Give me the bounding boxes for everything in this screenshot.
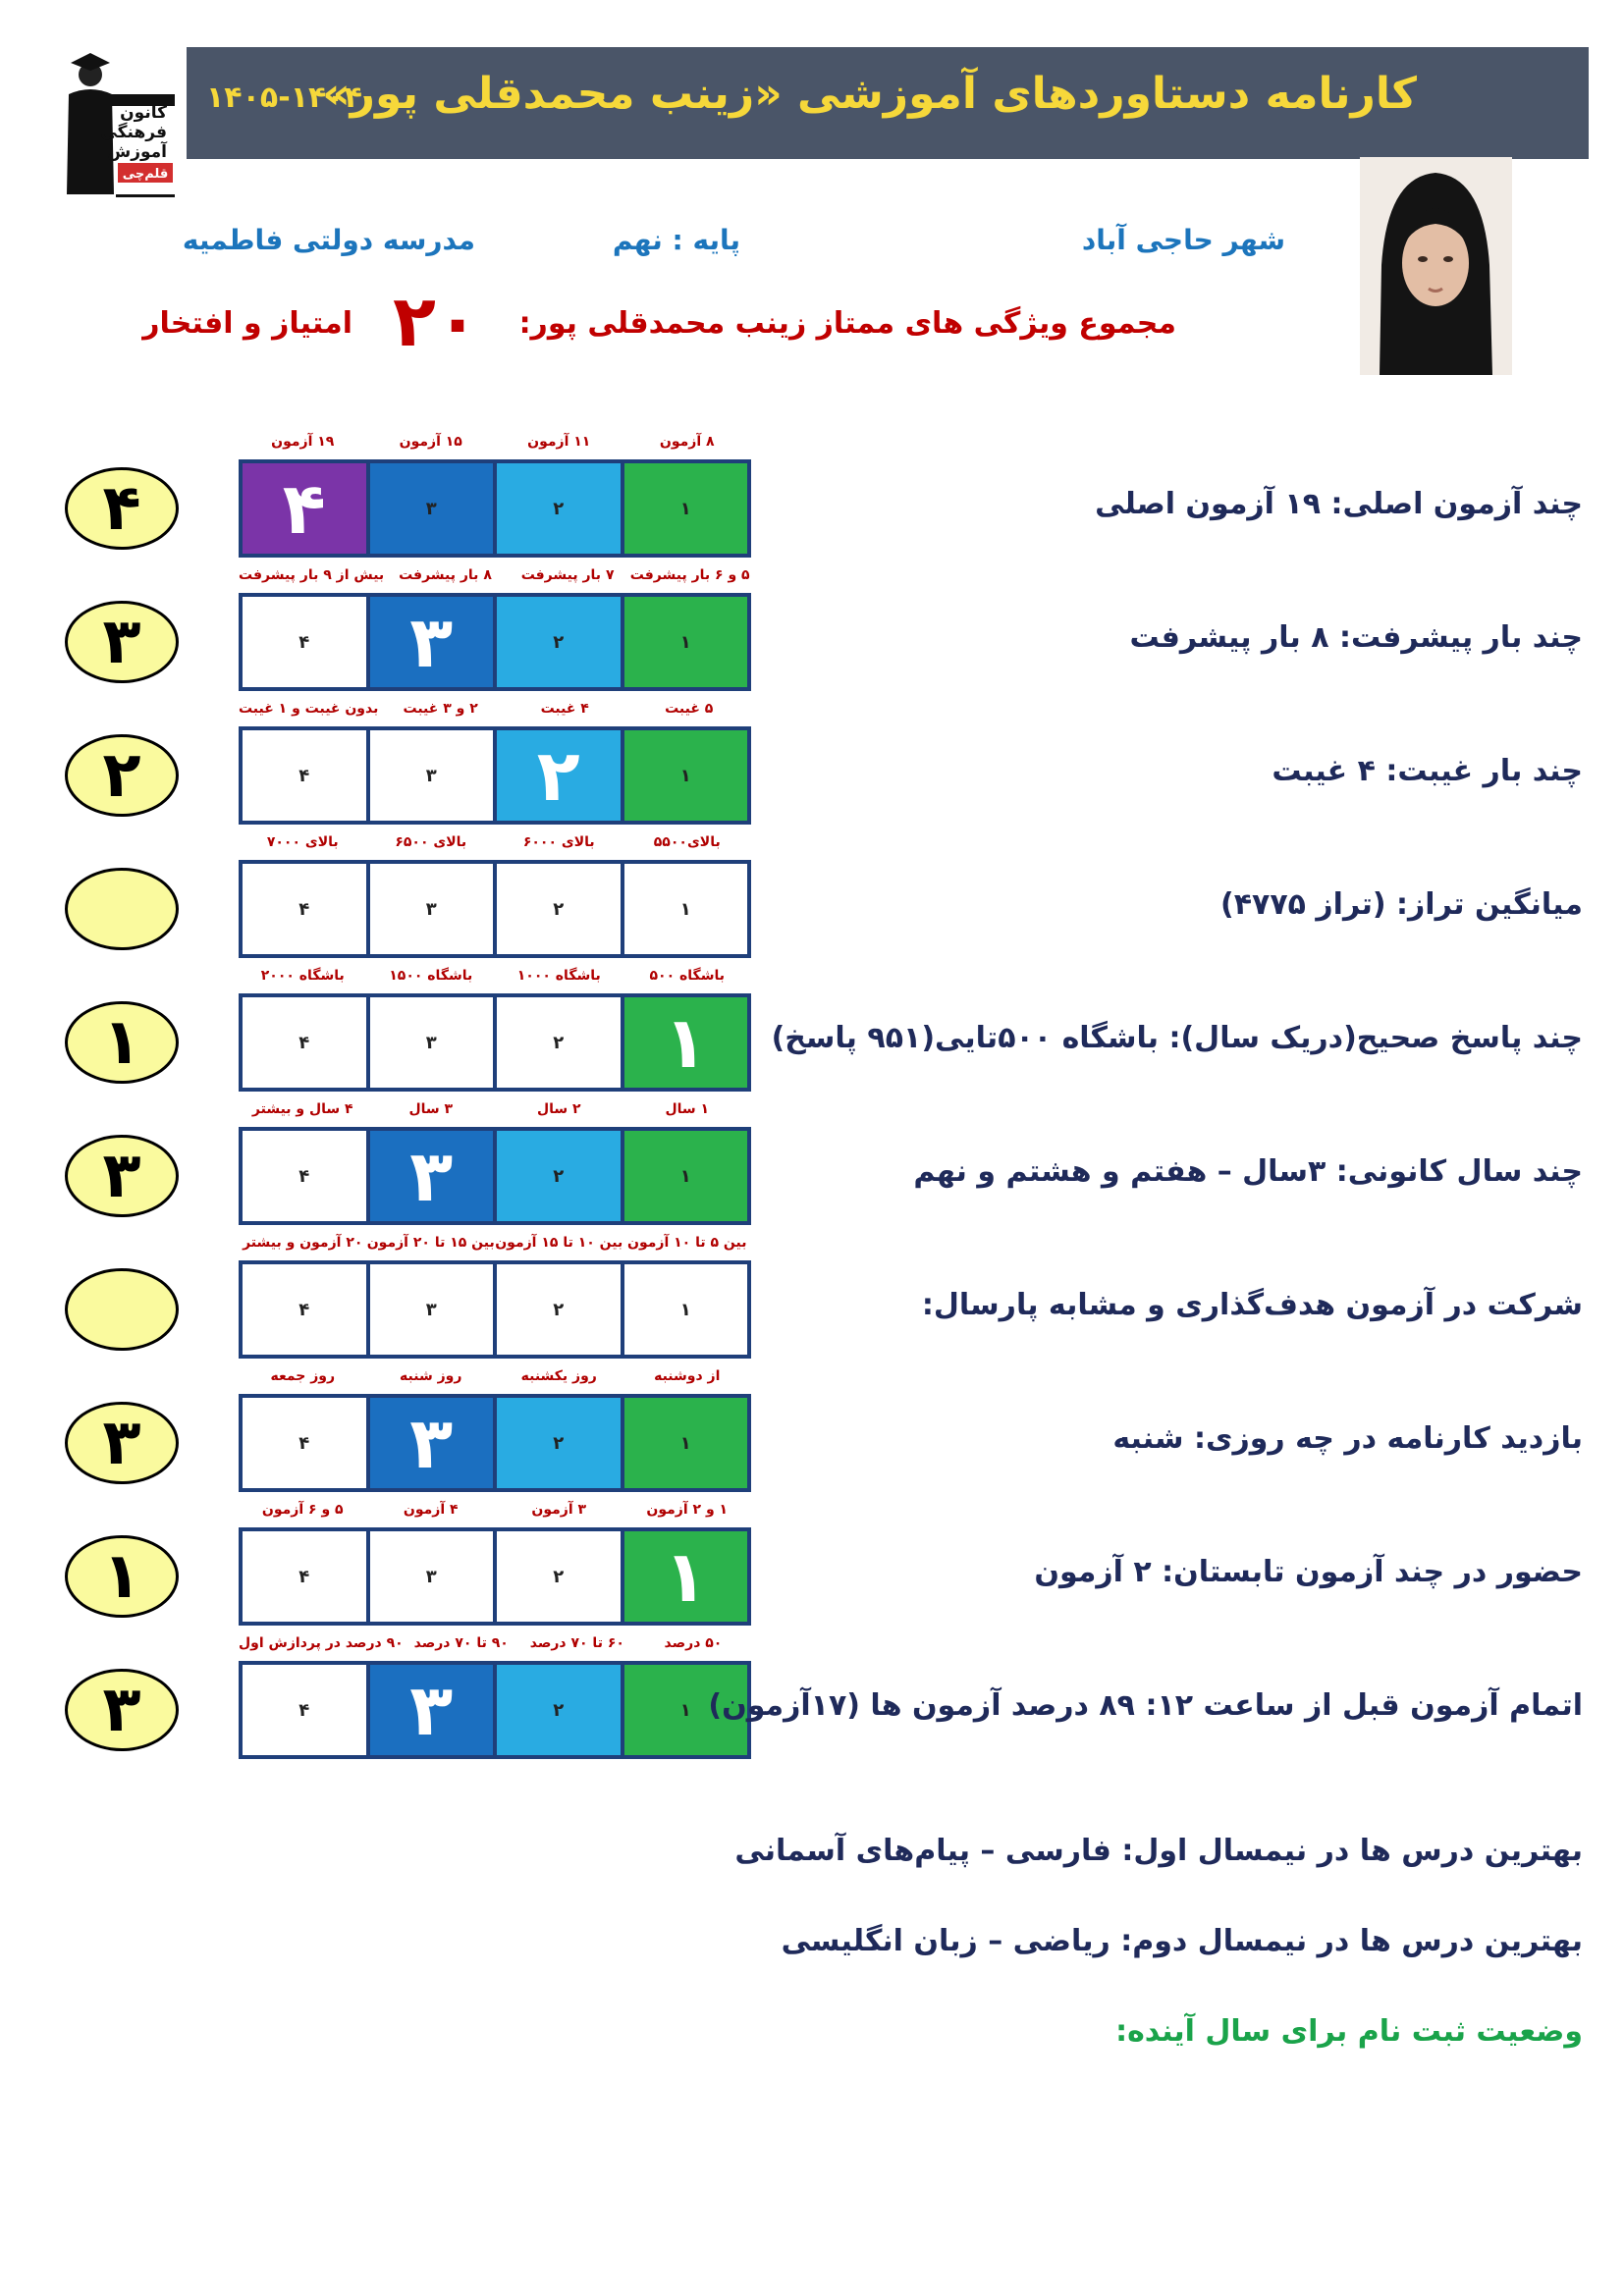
row-score-badge: ۳: [65, 1402, 179, 1484]
level-caption: ۵ و ۶ بار پیشرفت: [629, 567, 750, 583]
level-grid: [239, 593, 751, 691]
level-caption: بیش از ۹ بار پیشرفت: [239, 567, 385, 583]
row-captions: [239, 1635, 751, 1657]
level-caption: بین ۵ تا ۱۰ آزمون: [627, 1235, 747, 1251]
row-captions: [239, 1368, 751, 1390]
level-cell: ۱: [624, 864, 748, 954]
best-subjects-first-term: بهترین درس ها در نیمسال اول: فارسی – پیام‌های آسمانی: [734, 1834, 1583, 1868]
level-grid: [239, 1394, 751, 1492]
row-score-badge: ۱: [65, 1001, 179, 1084]
level-cell: ۳: [370, 730, 494, 821]
level-caption: بالای ۷۰۰۰: [266, 834, 339, 850]
level-grid: [239, 1661, 751, 1759]
level-cell: ۴: [243, 997, 366, 1088]
row-captions: [239, 834, 751, 856]
level-caption: ۹۰ درصد در پردازش اول: [239, 1635, 404, 1651]
criterion-label: بازدید کارنامه در چه روزی: شنبه: [1112, 1421, 1583, 1456]
row-captions: [239, 968, 751, 989]
row-captions: [239, 701, 751, 722]
row-captions: [239, 567, 751, 589]
row-captions: [239, 1502, 751, 1523]
grade-label: پایه : نهم: [612, 224, 740, 256]
criterion-label: چند آزمون اصلی: ۱۹ آزمون اصلی: [1095, 487, 1583, 521]
level-cell: ۲: [497, 1264, 621, 1355]
row-score-badge: ۳: [65, 1135, 179, 1217]
level-cell: ۲: [497, 864, 621, 954]
level-cell: ۱: [624, 1131, 748, 1221]
level-cell: ۴: [243, 1398, 366, 1488]
level-cell: ۱: [624, 1264, 748, 1355]
level-caption: ۴ غیبت: [540, 701, 589, 717]
score-suffix: امتیاز و افتخار: [142, 306, 352, 341]
level-cell: ۳: [370, 463, 494, 554]
level-cell: ۴: [243, 1264, 366, 1355]
level-caption: ۹۰ تا ۷۰ درصد: [413, 1635, 509, 1651]
level-cell: ۴: [243, 1531, 366, 1622]
level-cell: ۳: [370, 597, 494, 687]
level-cell: ۳: [370, 1398, 494, 1488]
level-caption: ۸ آزمون: [659, 434, 715, 450]
best-subjects-second-term: بهترین درس ها در نیمسال دوم: ریاضی – زبان انگلیسی: [781, 1924, 1583, 1958]
logo-line-4: قلم‌چی: [122, 167, 169, 182]
criterion-label: شرکت در آزمون هدف‌گذاری و مشابه پارسال:: [921, 1288, 1583, 1322]
criterion-label: اتمام آزمون قبل از ساعت ۱۲: ۸۹ درصد آزمون ها (۱۷آزمون): [708, 1688, 1583, 1723]
level-cell: ۳: [370, 1131, 494, 1221]
level-grid: [239, 459, 751, 558]
report-title: کارنامه دستاوردهای آموزشی «زینب محمدقلی پور»: [322, 69, 1417, 119]
academic-year: ۱۴۰۵-۱۴۰۴: [206, 80, 362, 115]
level-cell: ۲: [497, 997, 621, 1088]
level-grid: [239, 993, 751, 1092]
level-caption: ۱ و ۲ آزمون: [646, 1502, 729, 1518]
level-cell: ۳: [370, 864, 494, 954]
row-captions: [239, 434, 751, 455]
row-score-badge: ۴: [65, 467, 179, 550]
level-caption: روز شنبه: [400, 1368, 462, 1384]
level-cell: ۱: [624, 463, 748, 554]
level-cell: ۲: [497, 1531, 621, 1622]
row-score-badge: ۱: [65, 1535, 179, 1618]
level-caption: ۱۱ آزمون: [527, 434, 591, 450]
level-caption: باشگاه ۲۰۰۰: [260, 968, 345, 984]
level-grid: [239, 1527, 751, 1626]
level-cell: ۲: [497, 1665, 621, 1755]
school-label: مدرسه دولتی فاطمیه: [182, 224, 475, 256]
level-cell: ۱: [624, 597, 748, 687]
level-cell: ۴: [243, 730, 366, 821]
logo-line-3: آموزش: [107, 142, 167, 162]
level-caption: ۲۰ آزمون و بیشتر: [243, 1235, 363, 1251]
logo-line-1: کانون: [120, 103, 167, 123]
level-cell: ۲: [497, 1398, 621, 1488]
criterion-label: چند بار غیبت: ۴ غیبت: [1272, 754, 1583, 788]
logo-line-2: فرهنگی: [100, 123, 167, 142]
level-caption: ۳ آزمون: [531, 1502, 587, 1518]
header-bar: [187, 47, 1589, 159]
row-score-badge: [65, 1268, 179, 1351]
level-caption: بالای ۶۰۰۰: [522, 834, 595, 850]
level-caption: ۴ آزمون: [403, 1502, 459, 1518]
city-label: شهر حاجی آباد: [1081, 224, 1285, 256]
criterion-label: حضور در چند آزمون تابستان: ۲ آزمون: [1034, 1555, 1583, 1589]
level-cell: ۲: [497, 1131, 621, 1221]
level-cell: ۳: [370, 997, 494, 1088]
criterion-label: چند پاسخ صحیح(دریک سال): باشگاه ۵۰۰تایی(۹۵۱ پاسخ): [771, 1021, 1583, 1055]
kanoon-logo: [57, 47, 183, 199]
level-caption: روز یکشنبه: [520, 1368, 597, 1384]
summary-label: مجموع ویژگی های ممتاز زینب محمدقلی پور:: [518, 306, 1176, 341]
criterion-label: چند بار پیشرفت: ۸ بار پیشرفت: [1129, 620, 1583, 655]
criterion-label: میانگین تراز: (تراز ۴۷۷۵): [1219, 887, 1583, 922]
level-cell: ۲: [497, 463, 621, 554]
total-score: ۲۰: [393, 280, 479, 362]
level-caption: ۵ و ۶ آزمون: [261, 1502, 344, 1518]
level-caption: بدون غیبت و ۱ غیبت: [238, 701, 379, 717]
level-caption: ۵۰ درصد: [664, 1635, 723, 1651]
level-caption: بین ۱۰ تا ۱۵ آزمون: [495, 1235, 623, 1251]
level-caption: بالای۵۵۰۰: [653, 834, 721, 850]
level-caption: ۱۹ آزمون: [271, 434, 335, 450]
level-caption: ۴ سال و بیشتر: [251, 1101, 353, 1117]
level-grid: [239, 726, 751, 825]
level-cell: ۲: [497, 597, 621, 687]
level-cell: ۱: [624, 997, 748, 1088]
level-caption: ۵ غیبت: [665, 701, 714, 717]
level-cell: ۴: [243, 864, 366, 954]
level-grid: [239, 860, 751, 958]
level-cell: ۴: [243, 1665, 366, 1755]
level-cell: ۱: [624, 1665, 748, 1755]
level-caption: ۲ سال: [536, 1101, 581, 1117]
row-score-badge: ۳: [65, 1669, 179, 1751]
level-caption: روز جمعه: [270, 1368, 336, 1384]
level-cell: ۴: [243, 597, 366, 687]
registration-status: وضعیت ثبت نام برای سال آینده:: [1115, 2014, 1583, 2049]
level-cell: ۳: [370, 1665, 494, 1755]
level-caption: ۳ سال: [408, 1101, 454, 1117]
level-caption: ۸ بار پیشرفت: [399, 567, 492, 583]
level-cell: ۳: [370, 1264, 494, 1355]
level-cell: ۳: [370, 1531, 494, 1622]
level-caption: ۶۰ تا ۷۰ درصد: [529, 1635, 624, 1651]
level-caption: بین ۱۵ تا ۲۰ آزمون: [366, 1235, 495, 1251]
row-captions: [239, 1235, 751, 1256]
level-grid: [239, 1127, 751, 1225]
level-caption: ۲ و ۳ غیبت: [403, 701, 478, 717]
level-cell: ۴: [243, 463, 366, 554]
criterion-label: چند سال کانونی: ۳سال – هفتم و هشتم و نهم: [913, 1154, 1583, 1189]
level-cell: ۱: [624, 1531, 748, 1622]
level-caption: از دوشنبه: [654, 1368, 721, 1384]
student-photo: [1360, 157, 1512, 375]
level-cell: ۴: [243, 1131, 366, 1221]
level-caption: باشگاه ۱۵۰۰: [389, 968, 473, 984]
level-caption: بالای ۶۵۰۰: [395, 834, 467, 850]
row-score-badge: [65, 868, 179, 950]
level-caption: ۱ سال: [665, 1101, 710, 1117]
level-cell: ۲: [497, 730, 621, 821]
level-caption: ۱۵ آزمون: [399, 434, 462, 450]
row-captions: [239, 1101, 751, 1123]
level-cell: ۱: [624, 1398, 748, 1488]
level-caption: باشگاه ۱۰۰۰: [516, 968, 601, 984]
row-score-badge: ۲: [65, 734, 179, 817]
level-grid: [239, 1260, 751, 1359]
level-cell: ۱: [624, 730, 748, 821]
level-caption: ۷ بار پیشرفت: [520, 567, 615, 583]
level-caption: باشگاه ۵۰۰: [649, 968, 725, 984]
row-score-badge: ۳: [65, 601, 179, 683]
